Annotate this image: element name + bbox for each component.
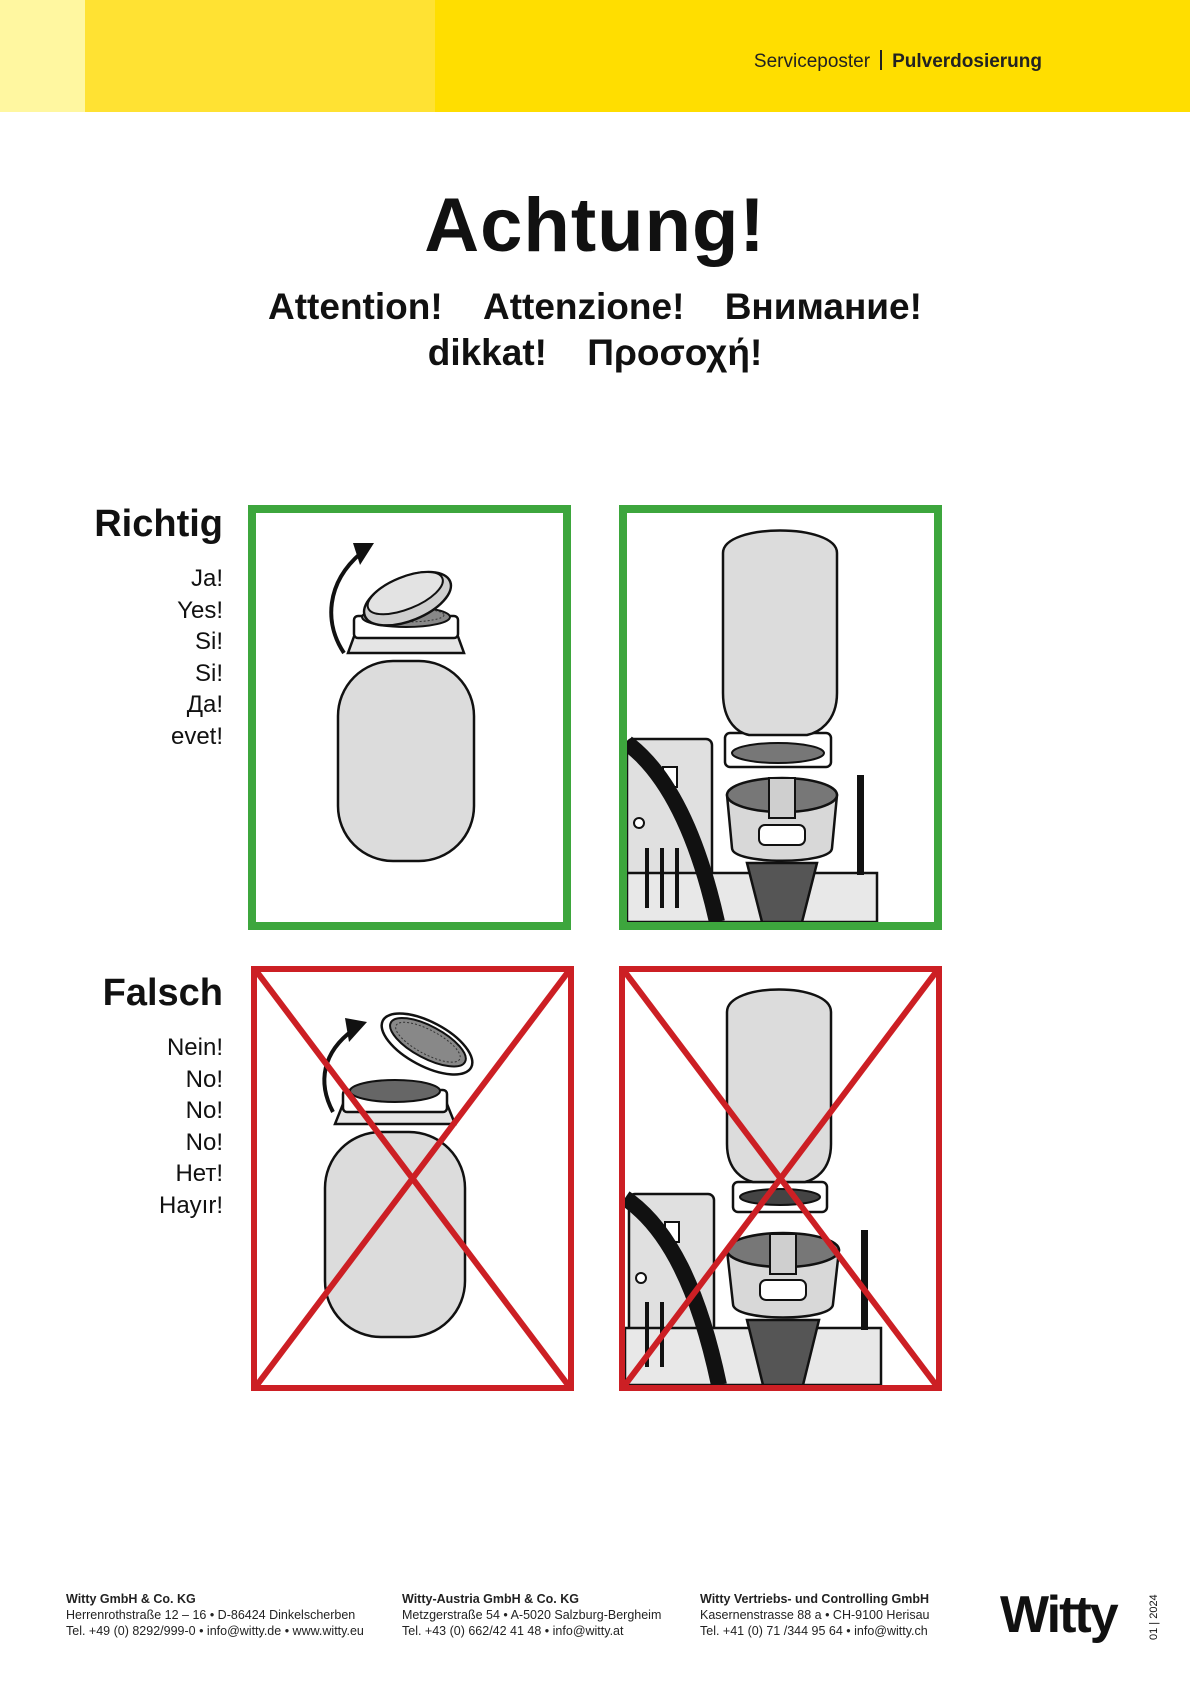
subtitle-line-2: [0, 330, 1190, 376]
correct-item: Да!: [186, 691, 223, 718]
footer-company-address: Metzgerstraße 54 • A-5020 Salzburg-Bergheim: [402, 1608, 662, 1622]
correct-item: evet!: [170, 722, 223, 750]
correct-item: Si!: [194, 659, 223, 687]
subtitle-ru: Внимание!: [724, 286, 922, 327]
footer-company-address: Kasernenstrasse 88 a • CH-9100 Herisau: [700, 1608, 930, 1622]
red-x-icon: [257, 972, 568, 1385]
wrong-item: Hayır!: [158, 1191, 223, 1219]
jar-lid-with-sieve-icon: [256, 513, 563, 922]
footer-company-name: Witty Vertriebs- und Controlling GmbH: [700, 1592, 930, 1606]
footer-company-address: Herrenrothstraße 12 – 16 • D-86424 Dinkelscherben: [66, 1608, 356, 1622]
correct-item: Ja!: [190, 565, 223, 592]
correct-panel-dosing: [619, 505, 942, 930]
header-breadcrumb: [754, 50, 1042, 73]
header-topic: Pulverdosierung: [892, 51, 1042, 72]
header-accent-mid: [85, 0, 435, 112]
page-title: Achtung!: [424, 183, 766, 268]
wrong-item: Nein!: [166, 1034, 223, 1061]
subtitle-line-1: [0, 284, 1190, 330]
footer-company-contact: Tel. +43 (0) 662/42 41 48 • info@witty.at: [402, 1624, 624, 1638]
correct-item: Si!: [194, 628, 223, 655]
red-x-icon: [625, 972, 936, 1385]
header-bar: [0, 0, 1190, 112]
footer-company-de: [66, 1591, 364, 1639]
footer-company-contact: Tel. +49 (0) 8292/999-0 • info@witty.de • www.witty.eu: [66, 1624, 364, 1638]
footer-company-name: Witty-Austria GmbH & Co. KG: [402, 1592, 579, 1606]
wrong-item: No!: [185, 1128, 223, 1156]
page-subtitle: [0, 284, 1190, 376]
wrong-item: Нет!: [175, 1160, 223, 1187]
wrong-item: No!: [185, 1065, 223, 1093]
subtitle-gr: Προσοχή!: [587, 332, 763, 373]
subtitle-tr: dikkat!: [427, 332, 547, 373]
footer-company-name: Witty GmbH & Co. KG: [66, 1592, 196, 1606]
correct-item: Yes!: [177, 596, 223, 624]
correct-panel-jar: [248, 505, 571, 930]
footer-company-ch: [700, 1591, 930, 1639]
subtitle-en: Attention!: [268, 286, 443, 327]
wrong-panel-dosing: [619, 966, 942, 1391]
edition-label: 01 | 2024: [1148, 1594, 1160, 1640]
wrong-panel-jar: [251, 966, 574, 1391]
wrong-heading: Falsch: [102, 972, 223, 1014]
correct-list: [0, 563, 223, 752]
footer-company-contact: Tel. +41 (0) 71 /344 95 64 • info@witty.ch: [700, 1624, 928, 1638]
subtitle-it: Attenzione!: [482, 286, 685, 327]
wrong-list: [0, 1032, 223, 1221]
header-divider: [880, 50, 882, 70]
header-category: Serviceposter: [753, 51, 871, 72]
witty-logo: Witty: [1000, 1586, 1117, 1644]
wrong-item: No!: [185, 1097, 223, 1124]
header-accent-light: [0, 0, 85, 112]
bottle-with-sieve-on-dosing-unit-icon: [627, 513, 934, 922]
footer-company-at: [402, 1591, 661, 1639]
correct-heading: Richtig: [94, 503, 223, 545]
